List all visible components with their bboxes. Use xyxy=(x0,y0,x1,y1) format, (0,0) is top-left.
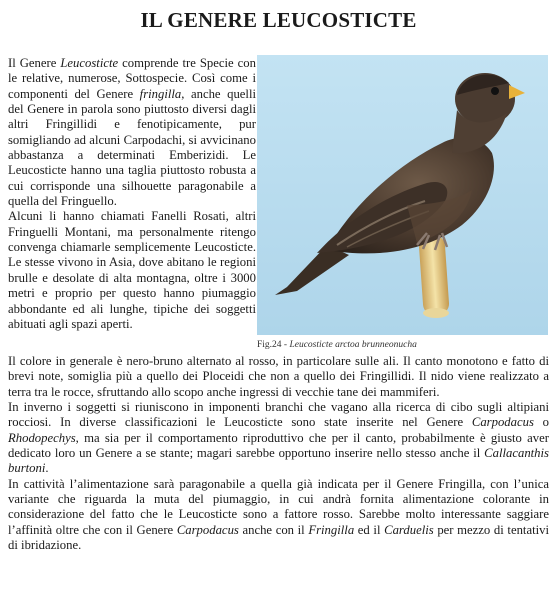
text-run: comprende tre Specie con le relative, numerose, Sottospecie. Così come i componenti del Genere xyxy=(8,56,256,101)
bird-photo xyxy=(257,55,548,335)
text-run: , ma sia per il comportamento riproduttivo che per il canto, probabilmente è giusto aver dedicato loro un Genere a se stante; magari sarebbe opportuno inserire nello stesso anche il xyxy=(8,430,549,461)
genus-name: Carduelis xyxy=(384,522,434,537)
genus-name: Leucosticte xyxy=(60,56,119,70)
paragraph-intro xyxy=(8,56,256,209)
genus-name: Rhodopechys xyxy=(8,430,76,445)
text-run: , anche quelli del Genere in parola sono piuttosto diversi dagli altri Fringillidi e fenotipicamente, pur somigliando ad alcuni Carpodachi, si avvicinano abbastanza a determinati Emberizidi. Le Leucosticte hanno una taglia piuttosto robusta a cui corrisponde una silhouette paragonabile a quella del Fringuello. xyxy=(8,86,257,209)
text-run: per mezzo di tentativi di ibridazione. xyxy=(8,522,549,553)
page-title: IL GENERE LEUCOSTICTE xyxy=(140,8,417,32)
paragraph-captivity xyxy=(8,477,549,554)
text-run: In cattività l’alimentazione sarà paragonabile a quella già indicata per il Genere Fringilla, con l’unica variante che riguarda la muta del piumaggio, in cui andrà fornita alimentazione colorante in considerazione del fatto che le Leucosticte sono a fattore rosso. Sarebbe molto interessante saggiare l’affinità oltre che con il Genere xyxy=(8,476,549,537)
paragraph-winter xyxy=(8,400,549,477)
text-run: Il Genere xyxy=(8,56,61,70)
full-width-text xyxy=(8,354,549,553)
genus-name: Carpodacus xyxy=(471,415,534,430)
paragraph-habitat: Alcuni li hanno chiamati Fanelli Rosati, altri Fringuelli Montani, ma personalmente ritengo convenga chiamarle semplicemente Leucosticte. Le stesse vivono in Asia, dove abitano le regioni brulle e desolate di alta montagna, oltre i 3000 metri e proprio per questo hanno piumaggio abbondante ed ali lunghe, tipiche dei soggetti abituati agli spazi aperti. xyxy=(8,209,256,331)
caption-prefix: Fig.24 - xyxy=(257,340,290,350)
figure-caption xyxy=(257,340,552,350)
caption-species: Leucosticte arctoa brunneonucha xyxy=(289,340,417,350)
text-run: anche con il xyxy=(238,522,309,537)
bird-eye xyxy=(491,87,499,95)
text-run: ed il xyxy=(354,522,385,537)
paragraph-color: Il colore in generale è nero-bruno alternato al rosso, in particolare sulle ali. Il canto monotono e fatto di brevi note, somiglia più a quello dei Ploceidi che non a quello dei Fringillidi. Il nido viene realizzato a terra tra le rocce, sfruttando allo scopo anche ingressi di vecchie tane dei mammiferi. xyxy=(8,354,549,399)
perch-end xyxy=(423,308,449,318)
text-run: o xyxy=(533,415,549,430)
text-run: . xyxy=(45,461,49,476)
text-run: In inverno i soggetti si riuniscono in imponenti branchi che vagano alla ricerca di cibo sugli altipiani rocciosi. In diverse classificazioni le Leucosticte sono state inserite nel Genere xyxy=(8,400,549,430)
genus-name: Fringilla xyxy=(308,522,355,537)
left-text-column xyxy=(8,56,256,332)
bird-illustration xyxy=(257,55,548,335)
genus-name: Carpodacus xyxy=(176,522,239,537)
genus-name: fringilla xyxy=(139,86,182,101)
species-name: Callacanthis burtoni xyxy=(8,446,549,476)
